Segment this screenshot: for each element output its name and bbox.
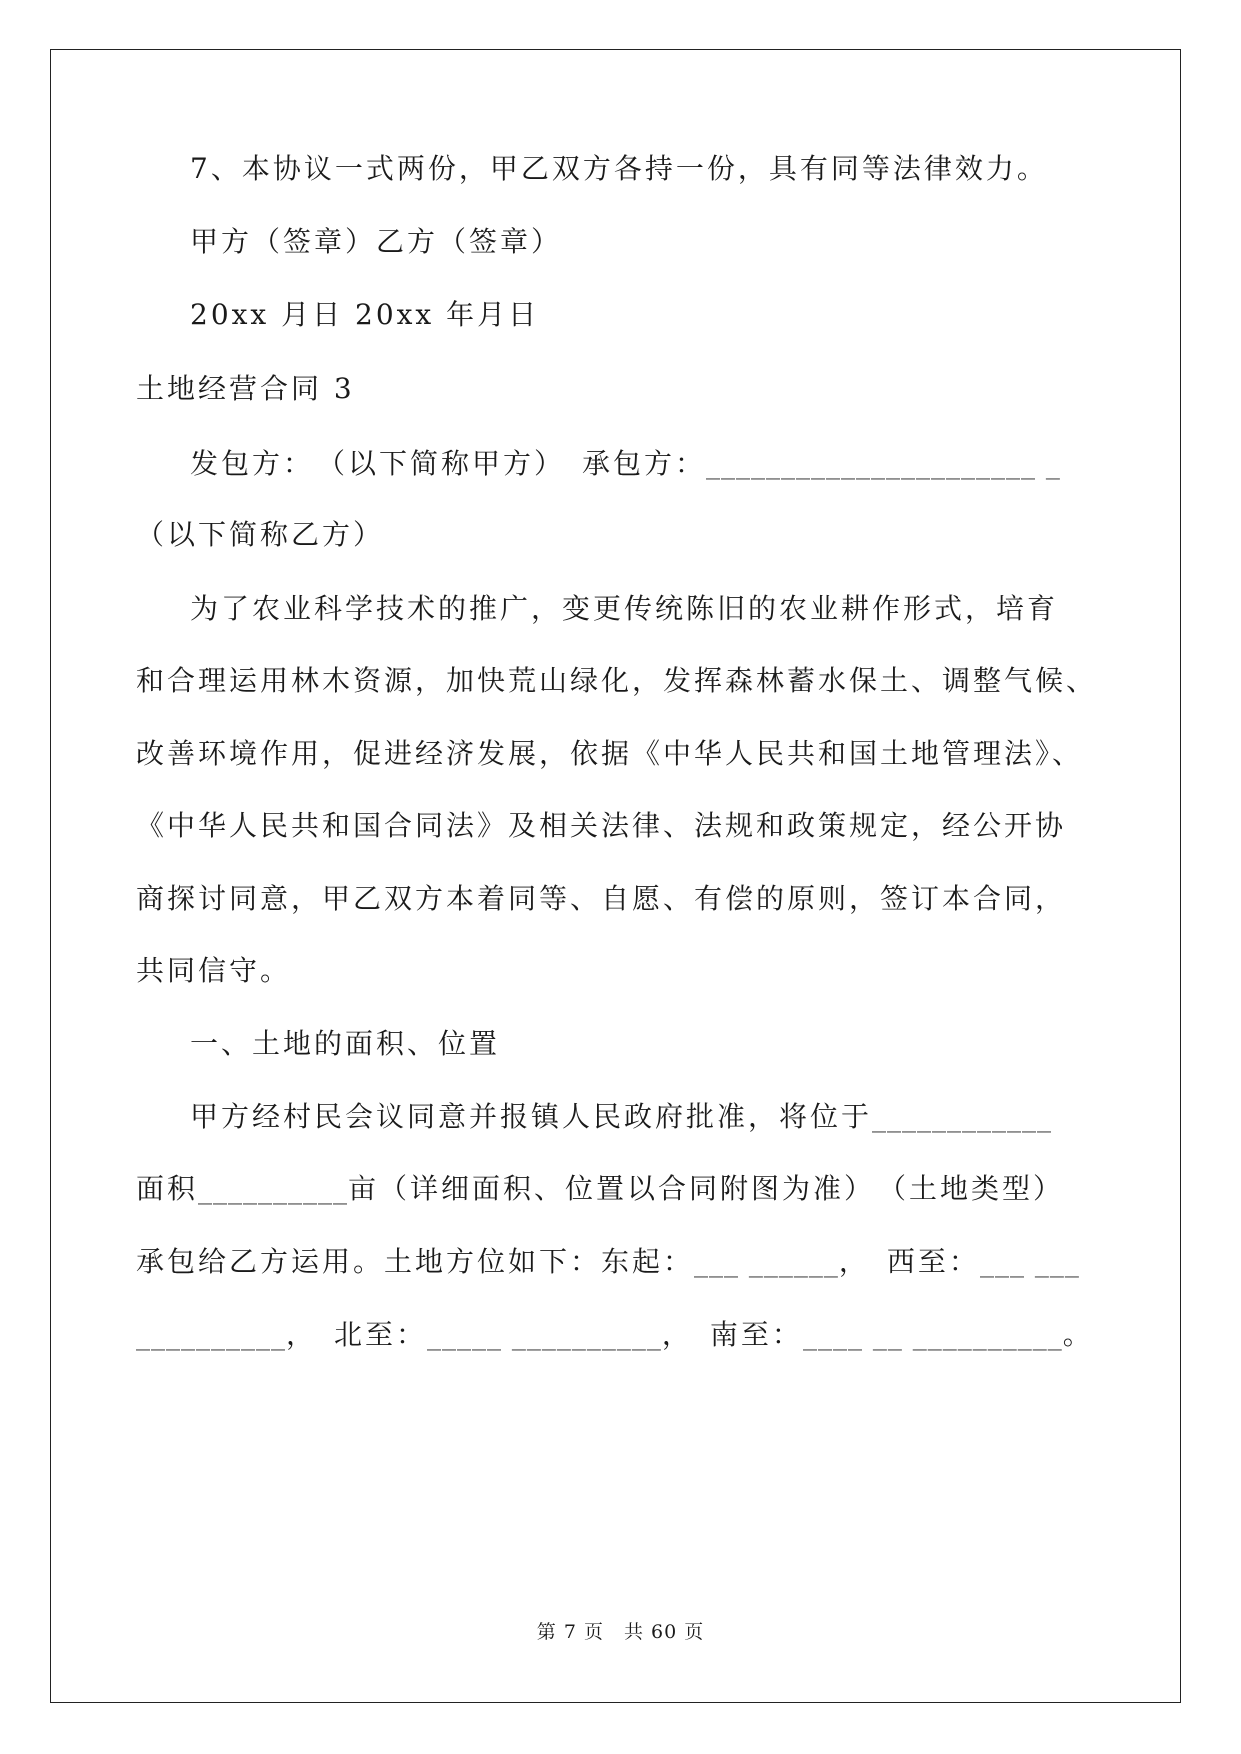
contract-title: 土地经营合同 3 xyxy=(136,372,355,405)
north-label: ， 北至： xyxy=(286,1318,428,1351)
date-line: 20xx 月日 20xx 年月日 xyxy=(190,298,540,331)
preamble-line-3: 改善环境作用，促进经济发展，依据《中华人民共和国土地管理法》、 xyxy=(136,737,1084,770)
east-blank: ___ ______ xyxy=(694,1245,839,1278)
section-1-line-4 xyxy=(136,1318,1094,1352)
section-1-line-1 xyxy=(190,1100,1052,1134)
area-label: 面积 xyxy=(136,1172,199,1205)
section-1-text-1: 甲方经村民会议同意并报镇人民政府批准，将位于 xyxy=(190,1100,873,1133)
signature-line: 甲方（签章）乙方（签章） xyxy=(190,225,563,258)
north-blank: _____ __________ xyxy=(427,1318,662,1351)
west-blank-cont: __________ xyxy=(136,1318,286,1351)
preamble-line-5: 商探讨同意，甲乙双方本着同等、自愿、有偿的原则，签订本合同， xyxy=(136,882,1067,915)
preamble-line-1: 为了农业科学技术的推广，变更传统陈旧的农业耕作形式，培育 xyxy=(190,592,1059,625)
south-label: ， 南至： xyxy=(661,1318,803,1351)
preamble-line-2: 和合理运用林木资源，加快荒山绿化，发挥森林蓄水保土、调整气候、 xyxy=(136,664,1098,697)
section-1-heading: 一、土地的面积、位置 xyxy=(190,1027,501,1060)
parties-text: 发包方： （以下简称甲方） 承包方： xyxy=(190,447,707,480)
contractor-blank: ______________________ _ xyxy=(706,447,1061,480)
preamble-line-4: 《中华人民共和国合同法》及相关法律、法规和政策规定，经公开协 xyxy=(136,809,1067,842)
period: 。 xyxy=(1062,1318,1094,1351)
area-note: 亩（详细面积、位置以合同附图为准） （土地类型） xyxy=(348,1172,1065,1205)
party-b-alias: （以下简称乙方） xyxy=(136,518,385,551)
section-1-line-3 xyxy=(136,1245,1080,1279)
section-1-line-2 xyxy=(136,1172,1064,1206)
boundary-text-1: 承包给乙方运用。土地方位如下：东起： xyxy=(136,1245,695,1278)
preamble-line-6: 共同信守。 xyxy=(136,954,292,987)
parties-line xyxy=(190,447,1061,481)
page-number-footer: 第 7 页 共 60 页 xyxy=(536,1621,705,1643)
clause-7: 7、本协议一式两份，甲乙双方各持一份，具有同等法律效力。 xyxy=(190,152,1048,185)
location-blank: ____________ xyxy=(872,1100,1053,1133)
west-label: ， 西至： xyxy=(838,1245,980,1278)
west-blank: ___ ___ xyxy=(979,1245,1080,1278)
south-blank: ____ __ __________ xyxy=(802,1318,1063,1351)
area-blank: __________ xyxy=(198,1172,349,1205)
